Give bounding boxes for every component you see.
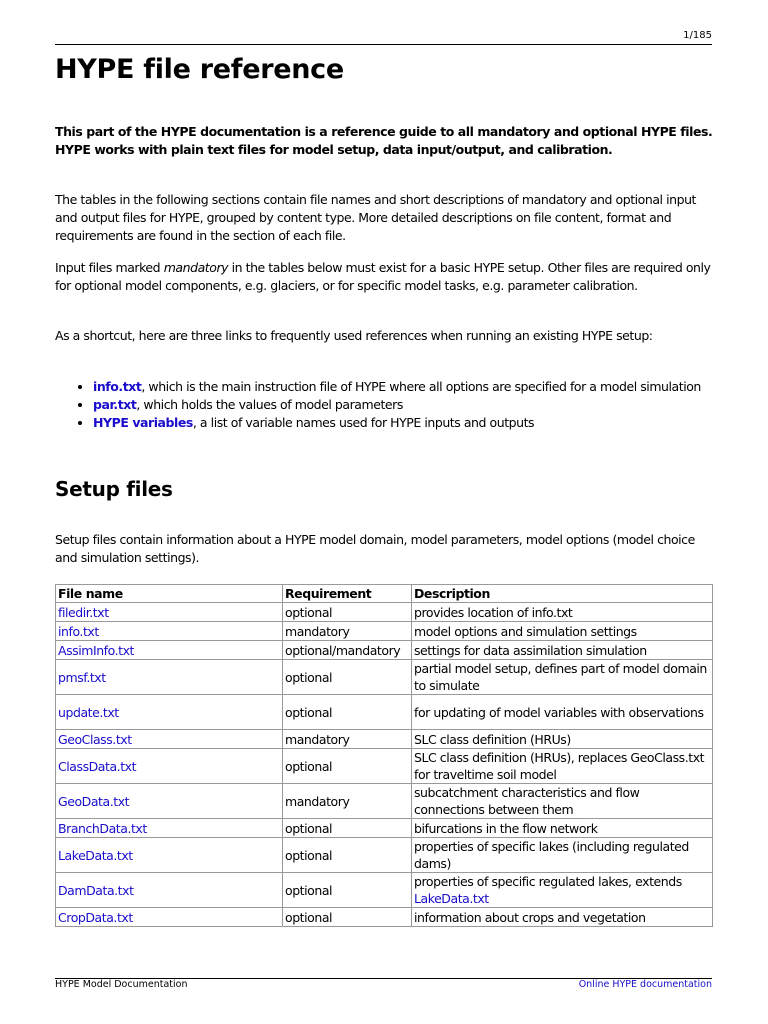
file-name-cell [56,749,283,784]
list-item-text: , a list of variable names used for HYPE inputs and outputs [192,415,535,430]
requirement-cell: optional [283,819,412,838]
file-link[interactable]: filedir.txt [58,604,109,620]
description-text: model options and simulation settings [414,623,637,639]
table-row [56,660,713,695]
table-row [56,784,713,819]
description-text: SLC class definition (HRUs), replaces GeoClass.txt for traveltime soil model [414,750,705,782]
paragraph-tables: The tables in the following sections contain file names and short descriptions of mandatory and optional input and output files for HYPE, grouped by content type. More detailed descriptions on file content, format and requirements are found in the section of each file. [55,192,696,243]
page-number: 1/185 [683,30,712,41]
requirement-cell: optional [283,873,412,908]
list-item-text: , which holds the values of model parameters [136,397,403,412]
description-cell [412,873,713,908]
description-cell [412,660,713,695]
header-rule [55,44,712,45]
description-text: bifurcations in the flow network [414,820,598,836]
requirement-cell: optional [283,749,412,784]
table-row [56,695,713,730]
file-name-cell [56,622,283,641]
description-cell [412,622,713,641]
description-cell [412,908,713,927]
file-link[interactable]: LakeData.txt [58,847,133,863]
intro-paragraph: This part of the HYPE documentation is a reference guide to all mandatory and optional HYPE files. HYPE works with plain text files for model setup, data input/output, and calibration. [55,124,713,157]
description-cell [412,784,713,819]
file-name-cell [56,819,283,838]
emphasis: mandatory [163,260,229,275]
description-text: for updating of model variables with observations [414,704,704,720]
file-name-cell [56,660,283,695]
description-text: partial model setup, defines part of model domain to simulate [414,661,707,693]
description-text: provides location of info.txt [414,604,573,620]
setup-files-table [55,584,713,927]
file-name-cell [56,908,283,927]
table-row [56,819,713,838]
file-name-cell [56,730,283,749]
file-name-cell [56,695,283,730]
description-cell [412,730,713,749]
description-cell [412,749,713,784]
list-item-text: , which is the main instruction file of HYPE where all options are specified for a model simulation [141,379,701,394]
description-text: settings for data assimilation simulation [414,642,647,658]
online-docs-link[interactable]: Online HYPE documentation [578,979,712,990]
column-header: Requirement [283,585,412,603]
paragraph-mandatory [55,259,717,295]
file-link[interactable]: DamData.txt [58,882,134,898]
table-row [56,873,713,908]
description-text: properties of specific regulated lakes, extends [414,874,682,889]
paragraph-shortcut: As a shortcut, here are three links to frequently used references when running an existing HYPE setup: [55,328,653,343]
column-header: Description [412,585,713,603]
table-header-row [56,585,713,603]
description-cell [412,695,713,730]
footer-left: HYPE Model Documentation [55,979,188,990]
info-txt-link[interactable]: info.txt [93,379,142,394]
requirement-cell: mandatory [283,730,412,749]
requirement-cell: optional [283,695,412,730]
description-text: properties of specific lakes (including regulated dams) [414,839,689,871]
lakedata-link[interactable]: LakeData.txt [414,891,489,906]
file-name-cell [56,873,283,908]
text: Input files marked [55,260,164,275]
section-title: Setup files [55,477,173,501]
description-cell [412,838,713,873]
file-link[interactable]: info.txt [58,623,99,639]
list-item [93,378,723,396]
table-row [56,641,713,660]
file-name-cell [56,641,283,660]
file-link[interactable]: GeoData.txt [58,793,130,809]
file-name-cell [56,784,283,819]
file-link[interactable]: AssimInfo.txt [58,642,134,658]
table-row [56,838,713,873]
list-item [93,414,723,432]
requirement-cell: optional [283,908,412,927]
requirement-cell: optional/mandatory [283,641,412,660]
column-header: File name [56,585,283,603]
description-cell [412,819,713,838]
file-link[interactable]: BranchData.txt [58,820,147,836]
list-item [93,396,723,414]
file-name-cell [56,838,283,873]
file-name-cell [56,603,283,622]
text: in the tables below must exist for a basic HYPE setup. Other files are required only for optional model components, e.g. glaciers, or for specific model tasks, e.g. parameter calibration. [55,260,711,293]
file-link[interactable]: ClassData.txt [58,758,137,774]
page-title: HYPE file reference [55,54,344,85]
table-row [56,622,713,641]
description-cell [412,603,713,622]
table-row [56,749,713,784]
file-link[interactable]: update.txt [58,704,119,720]
file-link[interactable]: pmsf.txt [58,669,106,685]
file-link[interactable]: CropData.txt [58,909,133,925]
description-cell [412,641,713,660]
shortcut-list [55,378,723,432]
requirement-cell: mandatory [283,784,412,819]
requirement-cell: mandatory [283,622,412,641]
hype-variables-link[interactable]: HYPE variables [93,415,193,430]
table-row [56,603,713,622]
par-txt-link[interactable]: par.txt [93,397,137,412]
section-paragraph: Setup files contain information about a HYPE model domain, model parameters, model options (model choice and simulation settings). [55,532,695,565]
requirement-cell: optional [283,838,412,873]
requirement-cell: optional [283,603,412,622]
description-text: subcatchment characteristics and flow connections between them [414,785,640,817]
requirement-cell: optional [283,660,412,695]
description-text: information about crops and vegetation [414,909,646,925]
table-row [56,730,713,749]
file-link[interactable]: GeoClass.txt [58,731,132,747]
description-text: SLC class definition (HRUs) [414,731,571,747]
table-row [56,908,713,927]
